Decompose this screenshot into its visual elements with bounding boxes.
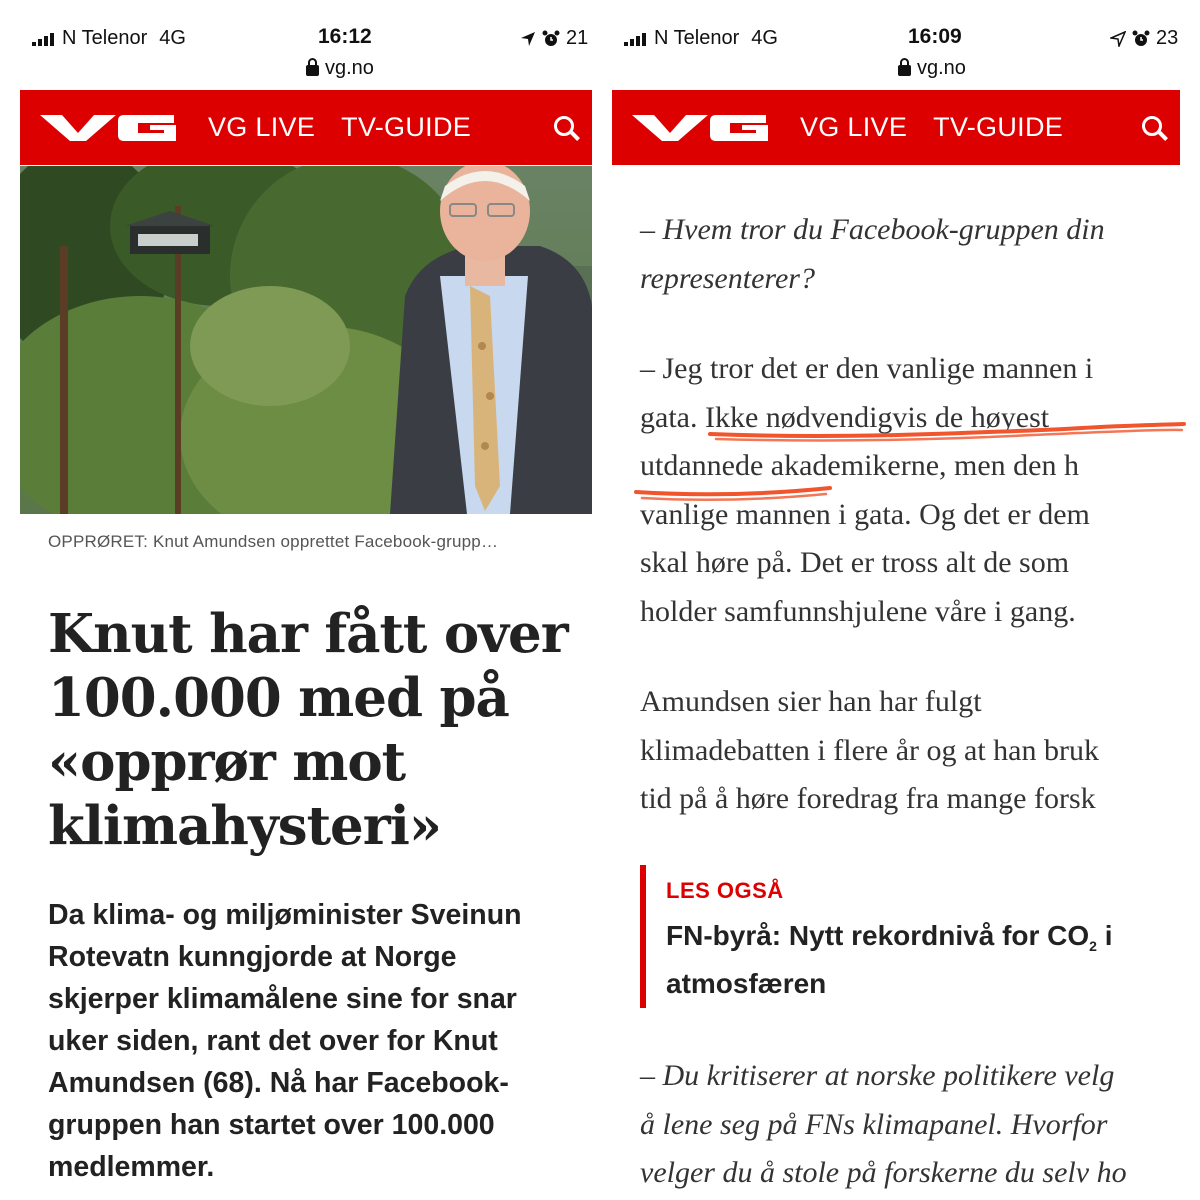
related-article-box[interactable]	[640, 865, 1200, 1008]
text-line: utdannede akademikerne, men den h	[640, 449, 1079, 482]
text-line: velger du å stole på forskerne du selv ho	[640, 1156, 1127, 1189]
right-screenshot	[612, 0, 1200, 1200]
text-line: – Jeg tror det er den vanlige mannen i	[640, 352, 1094, 385]
text-line: holder samfunnshjulene våre i gang.	[640, 594, 1076, 628]
vg-logo[interactable]	[38, 113, 178, 143]
battery-level: 23	[1156, 27, 1179, 49]
article-headline[interactable]	[48, 602, 588, 858]
battery-level: 21	[566, 27, 589, 49]
left-screenshot	[0, 0, 592, 1200]
url-text: vg.no	[917, 57, 966, 79]
related-title[interactable]	[666, 917, 1113, 1003]
text-line: – Hvem tror du Facebook-gruppen din	[640, 213, 1105, 246]
text-line: skal høre på. Det er tross alt de som	[640, 546, 1070, 579]
signal-icon	[624, 32, 646, 46]
related-title-line2: atmosfæren	[666, 968, 827, 999]
text-line: å lene seg på FNs klimapanel. Hvorfor	[640, 1107, 1108, 1141]
lead-line: skjerper klimamålene sine for snar	[48, 983, 517, 1015]
text-line: Amundsen sier han har fulgt	[640, 685, 982, 718]
status-icons	[520, 27, 588, 50]
lock-icon	[898, 65, 911, 76]
location-icon	[1110, 31, 1126, 47]
interview-question	[640, 206, 1200, 303]
nav-tv-guide[interactable]: TV-GUIDE	[933, 112, 1064, 142]
status-time: 16:09	[908, 25, 962, 48]
carrier-name: N Telenor	[654, 27, 740, 49]
text-line: representerer?	[640, 261, 815, 295]
article-paragraph	[640, 678, 1200, 824]
text-line: vanlige mannen i gata. Og det er dem	[640, 497, 1090, 531]
nav-vg-live[interactable]: VG LIVE	[208, 112, 316, 142]
carrier-info	[624, 27, 778, 50]
carrier-name: N Telenor	[62, 27, 148, 49]
lead-line: medlemmer.	[48, 1151, 215, 1183]
url-bar[interactable]	[306, 57, 374, 80]
panel-divider	[592, 0, 612, 1200]
alarm-icon	[1132, 30, 1150, 48]
article-lead	[48, 894, 592, 1188]
location-icon	[520, 31, 536, 47]
signal-icon	[32, 32, 54, 46]
nav-vg-live[interactable]: VG LIVE	[800, 112, 908, 142]
related-label: LES OGSÅ	[666, 878, 784, 903]
interview-question	[640, 1052, 1200, 1198]
url-bar[interactable]	[898, 57, 966, 80]
lead-line: Amundsen (68). Nå har Facebook-	[48, 1067, 509, 1099]
lead-line: uker siden, rant det over for Knut	[48, 1025, 498, 1057]
headline-line: Knut har fått over	[48, 603, 568, 665]
nav-tv-guide[interactable]: TV-GUIDE	[341, 112, 472, 142]
vg-header	[612, 90, 1180, 165]
url-text: vg.no	[325, 57, 374, 79]
status-time: 16:12	[318, 25, 372, 48]
co2-subscript: 2	[1089, 938, 1097, 954]
alarm-icon	[542, 30, 560, 48]
status-bar	[0, 0, 592, 88]
lead-line: Da klima- og miljøminister Sveinun	[48, 899, 522, 931]
vg-header	[20, 90, 592, 165]
headline-line: klimahysteri»	[48, 795, 441, 857]
photo-caption: OPPRØRET: Knut Amundsen opprettet Facebook-grupp…	[48, 532, 499, 551]
lock-icon	[306, 65, 319, 76]
lead-line: gruppen han startet over 100.000	[48, 1109, 495, 1141]
network-type: 4G	[159, 27, 186, 49]
interview-answer	[640, 345, 1200, 636]
related-title-suffix: i	[1096, 920, 1113, 951]
related-title-text: FN-byrå: Nytt rekordnivå for CO	[666, 920, 1090, 951]
vg-logo[interactable]	[630, 113, 770, 143]
search-icon[interactable]	[1142, 116, 1162, 136]
article-photo	[20, 166, 592, 514]
headline-line: «opprør mot	[48, 731, 406, 793]
text-line: klimadebatten i flere år og at han bruk	[640, 733, 1099, 767]
text-line: tid på å høre foredrag fra mange forsk	[640, 782, 1096, 815]
network-type: 4G	[751, 27, 778, 49]
status-bar	[612, 0, 1200, 88]
status-icons	[1110, 27, 1178, 50]
text-line: – Du kritiserer at norske politikere velg	[640, 1059, 1115, 1092]
headline-line: 100.000 med på	[48, 667, 509, 729]
carrier-info	[32, 27, 186, 50]
text-line: gata. Ikke nødvendigvis de høyest	[640, 400, 1050, 434]
lead-line: Rotevatn kunngjorde at Norge	[48, 941, 457, 973]
search-icon[interactable]	[554, 116, 574, 136]
